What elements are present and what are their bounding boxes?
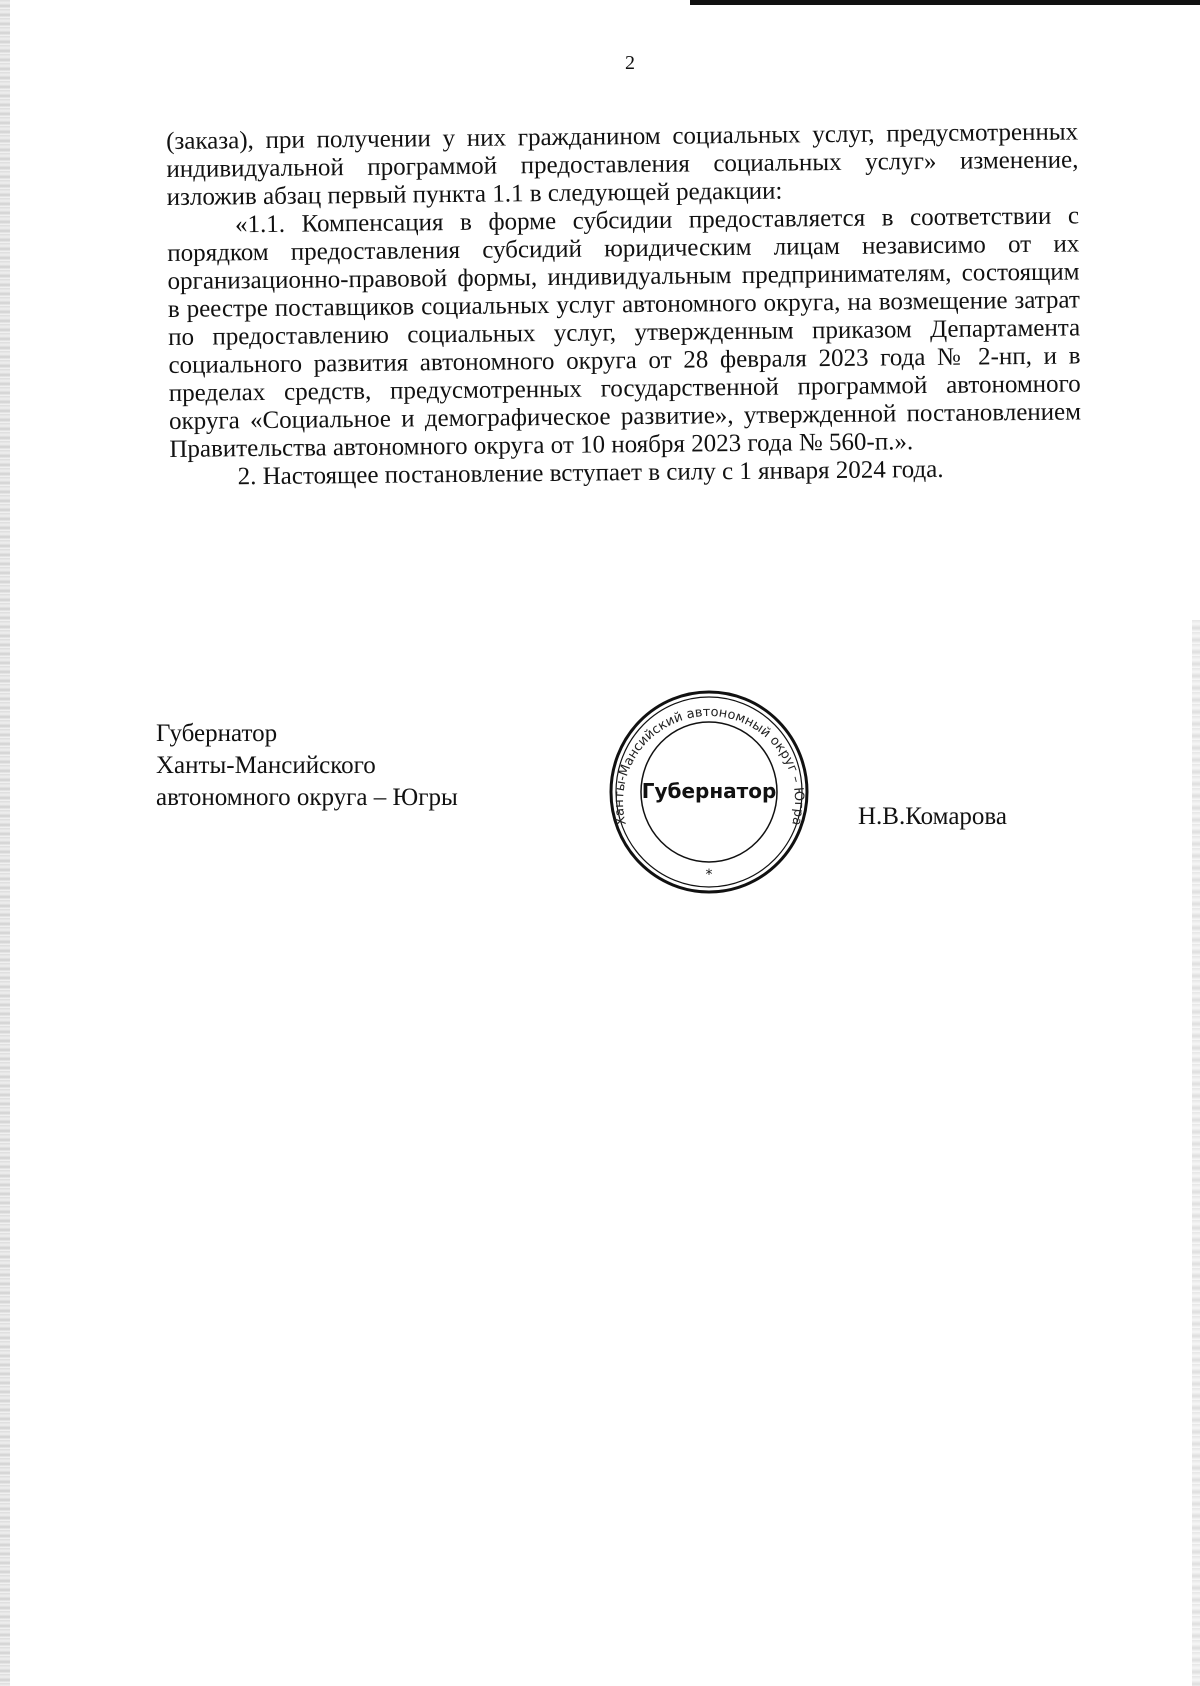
seal-center-text: Губернатор — [641, 779, 777, 803]
scan-left-edge — [0, 0, 10, 1686]
page-number: 2 — [625, 52, 635, 74]
document-body — [166, 118, 1082, 492]
signer-name: Н.В.Комарова — [858, 803, 1007, 830]
seal-star: * — [705, 867, 713, 883]
scan-top-border — [690, 0, 1200, 5]
paragraph-amendment-quote: «1.1. Компенсация в форме субсидии предоставляется в соответствии с порядком предоставления субсидий юридическим лицам независимо от их организационно-правовой формы, индивидуальным предпринимателям, состоящим в реестре поставщиков социальных услуг автономного округа, на возмещение затрат по предоставлению социальных услуг, утвержденным приказом Департамента социального развития автономного округа от 28 февраля 2023 года № 2-нп, и в пределах средств, предусмотренных государственной программой автономного округа «Социальное и демографическое развитие», утвержденной постановлением Правительства автономного округа от 10 ноября 2023 года № 560-п.». — [167, 202, 1082, 463]
paragraph-continuation: (заказа), при получении у них гражданином социальных услуг, предусмотренных индивидуальной программой предоставления социальных услуг» изменение, изложив абзац первый пункта 1.1 в следующей редакции: — [166, 118, 1079, 211]
signature-title-block — [156, 718, 458, 814]
paragraph-effective-date: 2. Настоящее постановление вступает в силу с 1 января 2024 года. — [237, 455, 944, 491]
signature-title-line: автономного округа – Югры — [156, 784, 458, 811]
signature-title-line: Губернатор — [156, 720, 278, 747]
signature-title-line: Ханты-Мансийского — [156, 752, 376, 779]
scan-right-edge — [1192, 620, 1200, 1686]
seal-ring-text: Ханты-Мансийский автономный округ – Югра — [611, 704, 807, 827]
official-seal — [606, 686, 812, 896]
